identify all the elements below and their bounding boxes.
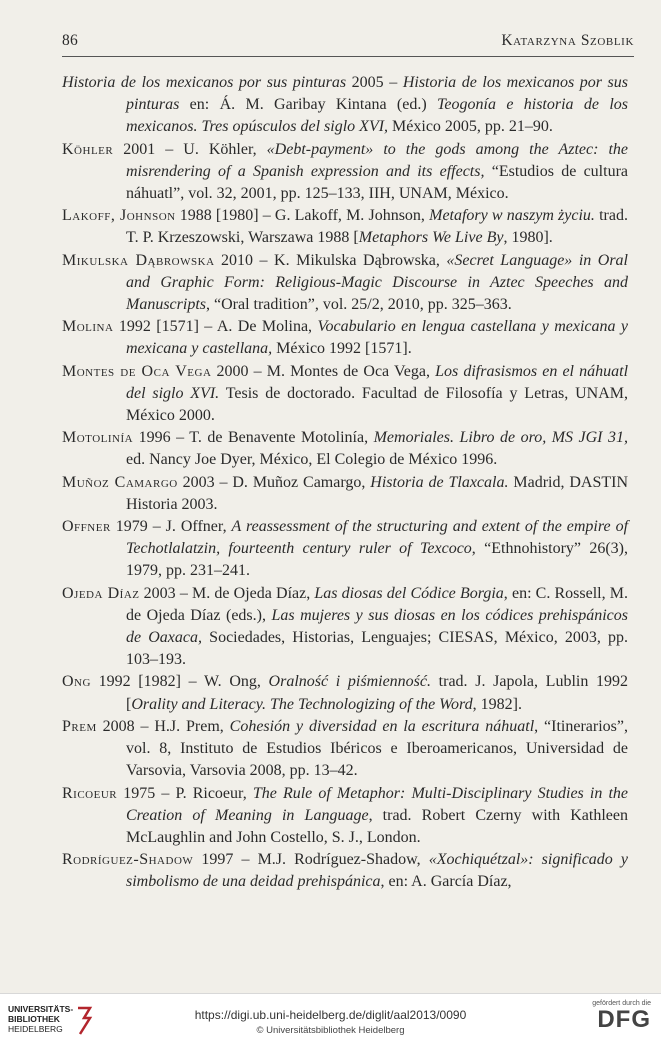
entry-text: , 1982]. (472, 695, 522, 713)
entry-author-key: Rodríguez-Shadow (62, 851, 194, 869)
entry-title-italic: Memoriales. Libro de oro, MS JGI 31, (373, 429, 629, 447)
entry-title-italic: Cohesión y diversidad en la escritura náhuatl (229, 717, 535, 735)
library-name-line1: UNIVERSITÄTS- (8, 1004, 74, 1014)
entry-text: , “Ethnohistory” 26(3), 1979, pp. 231–241. (126, 540, 628, 580)
bibliography-entry (62, 783, 628, 850)
entry-title-italic: Historia de Tlaxcala. (370, 473, 509, 491)
entry-text: 1992 [1571] – A. De Molina, (113, 318, 318, 336)
entry-text: 1979 – J. Offner, (110, 518, 232, 536)
entry-author-key: Ojeda Díaz (62, 584, 140, 602)
entry-title-italic: Oralność i piśmienność. (268, 673, 431, 691)
entry-text: , en: A. García Díaz, (380, 873, 512, 891)
entry-text: , 1980]. (503, 229, 553, 247)
entry-text: en: Á. M. Garibay Kintana (ed.) (179, 96, 437, 114)
entry-text: , “Oral tradition”, vol. 25/2, 2010, pp. 325–363. (206, 296, 512, 314)
bibliography-entry (62, 583, 628, 672)
dfg-logo (581, 1000, 651, 1040)
funder-note: gefördert durch die (592, 1000, 651, 1007)
bibliography-entry (62, 316, 628, 360)
bibliography-entry (62, 361, 628, 428)
entry-text: trad. T. P. Krzeszowski, Warszawa 1988 [ (126, 207, 628, 247)
library-name-line2: BIBLIOTHEK (8, 1014, 60, 1024)
copyright-notice: © Universitätsbibliothek Heidelberg (256, 1025, 405, 1036)
entry-author-key: Lakoff, Johnson (62, 207, 176, 225)
entry-author-key: Montes de Oca Vega (62, 362, 212, 380)
entry-title-italic: Metaphors We Live By (358, 229, 504, 247)
entry-title-italic: Vocabulario en lengua castellana y mexicana y mexicana y castellana, (126, 318, 629, 358)
bibliography-entry (62, 472, 628, 516)
bibliography-entry (62, 849, 628, 893)
entry-text: Tesis de doctorado. Facultad de Filosofía y Letras, UNAM, México 2000. (126, 384, 628, 425)
entry-text: 2003 – M. de Ojeda Díaz, (139, 584, 315, 602)
bibliography-entry (62, 250, 628, 317)
bibliography-entry (62, 427, 628, 471)
entry-text: 2000 – M. Montes de Oca Vega, (211, 362, 436, 380)
entry-author-key: Motolinía (62, 429, 134, 447)
entry-text: 1988 [1980] – G. Lakoff, M. Johnson, (175, 207, 430, 225)
entry-text: , trad. Robert Czerny with Kathleen McLaughlin and John Costello, S. J., London. (126, 806, 628, 846)
bibliography-entry (62, 205, 628, 249)
entry-text: México 1992 [1571]. (272, 340, 412, 358)
entry-text: 2005 – (346, 74, 403, 91)
entry-author-key: Ong (62, 673, 91, 691)
entry-text: , “Itinerarios”, vol. 8, Instituto de Estudios Ibéricos e Iberoamericanos, Universidad de Varsovia, Varsovia 2008, pp. 13–42. (126, 717, 628, 780)
bibliography-entry (62, 516, 628, 583)
entry-text: trad. J. Japola, Lublin 1992 [ (126, 673, 628, 713)
entry-title-italic: The Rule of Metaphor: Multi-Disciplinary Studies in the Creation of Meaning in Language (126, 784, 629, 824)
entry-text: 1992 [1982] – W. Ong, (90, 673, 269, 691)
entry-text: 2008 – H.J. Prem, (96, 717, 230, 735)
bibliography-entry (62, 72, 628, 139)
entry-title-italic: Las mujeres y sus diosas en los códices prehispánicos de Oaxaca, (126, 606, 628, 647)
entry-title-italic: Orality and Literacy. The Technologizing of the Word (131, 695, 473, 713)
entry-title-italic: Historia de los mexicanos por sus pinturas (126, 74, 629, 114)
entry-title-italic: Los difrasismos en el náhuatl del siglo XVI. (126, 362, 629, 402)
digitization-footer (0, 993, 661, 1044)
entry-author-key: Mikulska Dąbrowska (62, 251, 215, 269)
entry-text: , en: C. Rossell, M. de Ojeda Díaz (eds.), (126, 584, 629, 624)
entry-title-italic: «Secret Language» in Oral and Graphic Form: Religious-Magic Discourse in Aztec Speeches and Manuscripts (126, 251, 628, 314)
entry-text: Madrid, DASTIN Historia 2003. (126, 473, 629, 513)
entry-author-key: Offner (62, 518, 111, 536)
entry-author-key: Muñoz Camargo (62, 473, 178, 491)
bibliography-entry (62, 139, 628, 206)
entry-title-italic: Teogonía e historia de los mexicanos. Tres opúsculos del siglo XVI, (126, 96, 629, 136)
entry-text: 2003 – D. Muñoz Camargo, (177, 473, 371, 491)
entry-title-italic: Historia de los mexicanos por sus pinturas (62, 74, 347, 91)
bibliography-list (62, 72, 628, 894)
entry-title-italic: «Debt-payment» to the gods among the Aztec: the misrendering of a Spanish expression and its effects, (126, 140, 629, 180)
entry-author-key: Prem (62, 717, 97, 735)
entry-text: “Estudios de cultura náhuatl”, vol. 32, 2001, pp. 125–133, IIH, UNAM, México. (126, 162, 628, 203)
entry-title-italic: Metafory w naszym życiu. (429, 207, 595, 225)
library-name-line3: HEIDELBERG (8, 1024, 63, 1034)
entry-text: 1997 – M.J. Rodríguez-Shadow, (193, 851, 429, 869)
entry-title-italic: Las diosas del Códice Borgia (314, 584, 504, 602)
entry-author-key: Ricoeur (62, 784, 118, 802)
entry-title-italic: A reassessment of the structuring and extent of the empire of Techotlalatzin, fourteenth century ruler of Texcoco (126, 518, 629, 558)
funder-name: DFG (597, 1006, 651, 1033)
bibliography-entry (62, 671, 628, 715)
entry-text: 2010 – K. Mikulska Dąbrowska, (214, 251, 447, 269)
page-number: 86 (62, 32, 78, 49)
entry-text: Sociedades, Historias, Lenguajes; CIESAS, México, 2003, pp. 103–193. (126, 629, 628, 669)
running-head (62, 30, 634, 54)
entry-text: 2001 – U. Köhler, (113, 140, 267, 158)
entry-text: 1975 – P. Ricoeur, (117, 784, 253, 802)
bibliography-entry (62, 716, 628, 783)
entry-text: México 2005, pp. 21–90. (388, 118, 553, 136)
entry-text: 1996 – T. de Benavente Motolinía, (133, 429, 374, 447)
source-url-link[interactable]: https://digi.ub.uni-heidelberg.de/diglit/aal2013/0090 (194, 1008, 467, 1022)
header-rule (62, 56, 634, 57)
entry-author-key: Molina (62, 318, 114, 336)
running-head-author: Katarzyna Szoblik (501, 32, 634, 49)
entry-title-italic: «Xochiquétzal»: significado y simbolismo de una deidad prehispánica (126, 851, 628, 891)
entry-text: ed. Nancy Joe Dyer, México, El Colegio de México 1996. (126, 451, 498, 469)
entry-author-key: Köhler (62, 140, 114, 158)
